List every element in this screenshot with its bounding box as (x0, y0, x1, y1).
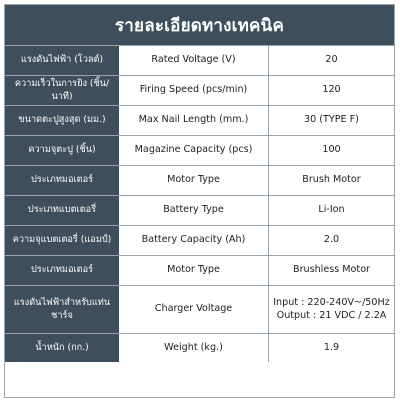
spec-value: Li-Ion (318, 204, 345, 216)
spec-value: 1.9 (323, 341, 340, 353)
charger-output-value: Output : 21 VDC / 2.2A (276, 309, 387, 321)
thai-label: ขนาดตะปูสูงสุด (มม.) (5, 106, 119, 135)
table-row (5, 105, 394, 135)
table-title: รายละเอียดทางเทคนิค (5, 5, 394, 45)
table-row (5, 225, 394, 255)
spec-value: Brushless Motor (292, 264, 371, 276)
thai-label: ประเภทแบตเตอรี่ (5, 196, 119, 225)
thai-label: แรงดันไฟฟ้า (โวลต์) (5, 46, 119, 75)
english-label: Motor Type (119, 256, 269, 285)
english-label: Weight (kg.) (119, 334, 269, 362)
thai-label: ความจุแบตเตอรี่ (แอมป์) (5, 226, 119, 255)
english-label: Charger Voltage (119, 286, 269, 333)
english-label: Firing Speed (pcs/min) (119, 76, 269, 105)
thai-label: ความเร็วในการยิง (ชิ้น/นาที) (5, 76, 119, 105)
spec-value: Brush Motor (302, 174, 361, 186)
thai-label: ประเภทมอเตอร์ (5, 166, 119, 195)
spec-value (269, 286, 394, 333)
thai-label: ประเภทมอเตอร์ (5, 256, 119, 285)
charger-input-value: Input : 220-240V~/50Hz (273, 296, 390, 308)
table-row (5, 195, 394, 225)
spec-table (4, 4, 395, 398)
english-label: Rated Voltage (V) (119, 46, 269, 75)
spec-value: 20 (325, 54, 338, 66)
spec-value: 100 (322, 144, 341, 156)
table-row (5, 75, 394, 105)
thai-label: ความจุตะปู (ชิ้น) (5, 136, 119, 165)
thai-label: น้ำหนัก (กก.) (5, 334, 119, 362)
spec-value: 2.0 (323, 234, 340, 246)
table-row (5, 285, 394, 333)
table-row (5, 165, 394, 195)
spec-value: 120 (322, 84, 341, 96)
table-row (5, 45, 394, 75)
english-label: Max Nail Length (mm.) (119, 106, 269, 135)
thai-label: แรงดันไฟฟ้าสำหรับแท่นชาร์จ (5, 286, 119, 333)
english-label: Battery Capacity (Ah) (119, 226, 269, 255)
table-row (5, 255, 394, 285)
table-row (5, 135, 394, 165)
table-row (5, 333, 394, 362)
english-label: Battery Type (119, 196, 269, 225)
english-label: Motor Type (119, 166, 269, 195)
english-label: Magazine Capacity (pcs) (119, 136, 269, 165)
spec-value: 30 (TYPE F) (304, 114, 359, 126)
